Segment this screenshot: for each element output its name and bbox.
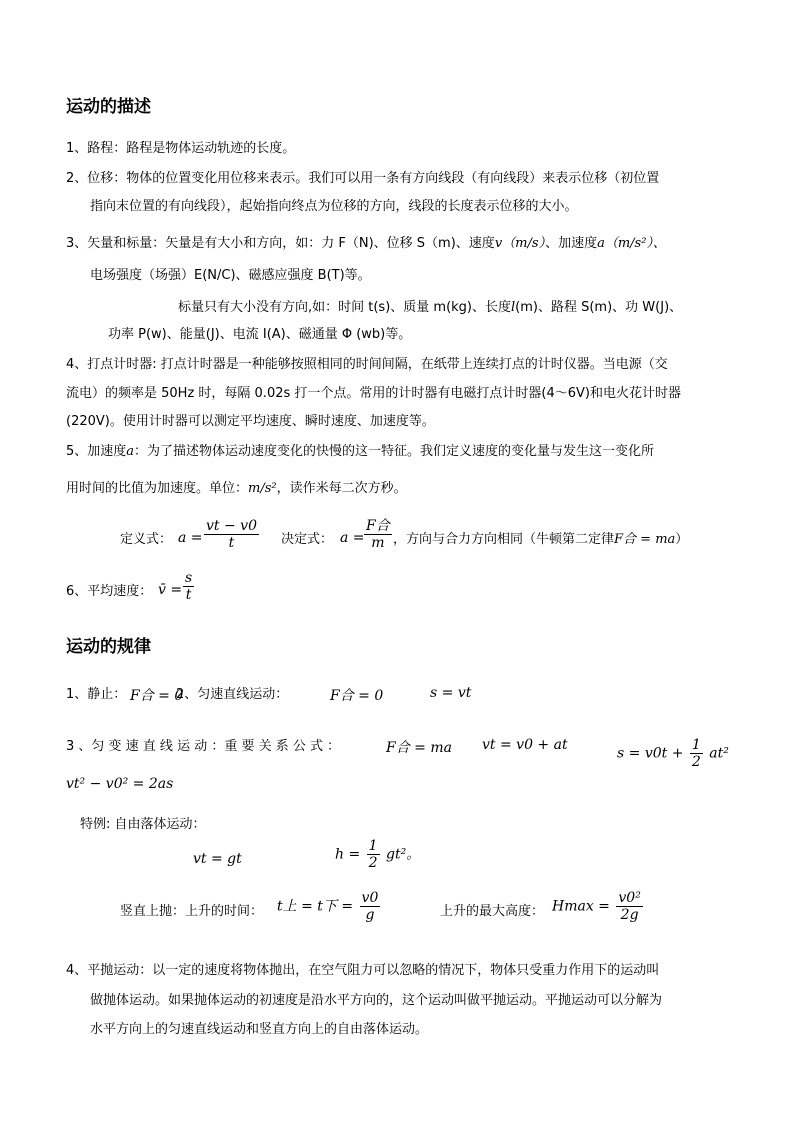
free-fall-height (335, 838, 420, 871)
section-title-laws: 运动的规律 (66, 637, 151, 657)
determination-denominator: m (371, 535, 385, 551)
acceleration-unit: （m/s²）、 (604, 236, 666, 251)
determination-fraction (364, 518, 392, 551)
paragraph-acceleration-line2 (66, 480, 407, 498)
determination-lhs: a = (340, 530, 365, 546)
projectile-line2: 做抛体运动。如果抛体运动的初速度是沿水平方向的，这个运动叫做平抛运动。平抛运动可以分解为 (90, 993, 663, 1008)
rise-time-formula (277, 890, 382, 923)
max-height-label: 上升的最大高度： (440, 904, 545, 919)
determination-note (393, 531, 688, 549)
rise-time-pre: t上 = t下 = (277, 898, 354, 915)
definition-numerator: vt − v0 (206, 518, 257, 534)
max-height-pre: Hmax = (552, 898, 610, 915)
acc-text-post: ：为了描述物体运动速度变化的快慢的这一特征。我们定义速度的变化量与发生这一变化所 (134, 444, 655, 459)
length-symbol: l (511, 300, 516, 315)
ff-height-num: 1 (368, 838, 378, 854)
ff-height-pre: h = (335, 846, 361, 863)
projectile-line3: 水平方向上的匀速直线运动和竖直方向上的自由落体运动。 (90, 1022, 429, 1037)
uam-dist-den: 2 (691, 754, 701, 770)
paragraph-timer-line2: 流电）的频率是 50Hz 时，每隔 0.02s 打一个点。常用的计时器有电磁打点计时器(4～6V)和电火花计时器 (66, 386, 681, 401)
acc-unit-pre: 用时间的比值为加速度。单位： (66, 481, 249, 496)
rise-time-den: g (365, 907, 375, 923)
ff-height-post: gt²。 (386, 846, 421, 863)
uniform-label: 2、匀速直线运动： (176, 687, 289, 702)
uam-formula-velocity-squared: vt² − v0² = 2as (66, 776, 174, 792)
velocity-unit: （m/s） (502, 236, 546, 251)
paragraph-vector-line1 (66, 235, 666, 253)
uam-formula-distance (617, 737, 729, 770)
rise-time-num: v0 (361, 890, 379, 906)
ff-height-den: 2 (368, 855, 378, 871)
definition-fraction (204, 518, 259, 551)
paragraph-timer-line1: 4、打点计时器: 打点计时器是一种能够按照相同的时间间隔，在纸带上连续打点的计时仪器。当电源（交 (66, 357, 668, 372)
uam-dist-pre: s = v0t + (617, 745, 684, 762)
uam-formula-velocity: vt = v0 + at (482, 737, 568, 753)
vector-text-mid: 、加速度 (545, 236, 598, 251)
acc-unit: m/s² (248, 481, 277, 496)
acc-text-pre: 5、加速度 (66, 444, 127, 459)
acc-symbol: a (126, 444, 135, 459)
newton-law: F合 = ma (614, 532, 676, 547)
max-height-num: v0² (618, 890, 641, 906)
newton-note: ，方向与合力方向相同（牛顿第二定律 (393, 532, 615, 547)
paragraph-scalar-line2: 功率 P(w)、能量(J)、电流 I(A)、磁通量 Φ (wb)等。 (108, 327, 412, 342)
vertical-throw-label: 竖直上抛：上升的时间： (120, 904, 264, 919)
max-height-formula (552, 890, 645, 923)
uniform-formula-force: F合 = 0 (330, 688, 384, 704)
average-velocity-fraction (183, 570, 194, 603)
avg-denominator: t (185, 587, 192, 603)
paragraph-acceleration-line1 (66, 443, 654, 461)
max-height-den: 2g (620, 907, 639, 923)
scalar-text-pre: 标量只有大小没有方向,如：时间 t(s)、质量 m(kg)、长度 (178, 300, 511, 315)
uam-formula-force: F合 = ma (386, 740, 452, 756)
determination-numerator: F合 (366, 518, 390, 534)
vector-text-pre: 3、矢量和标量：矢量是有大小和方向，如：力 F（N)、位移 S（m)、速度 (66, 236, 495, 251)
uniform-formula-distance: s = vt (430, 685, 472, 701)
static-formula: F合 = 0 (130, 688, 184, 704)
paragraph-distance: 1、路程：路程是物体运动轨迹的长度。 (66, 141, 296, 156)
avg-numerator: s (185, 570, 193, 586)
average-velocity-label: 6、平均速度： (66, 584, 153, 599)
uniformly-accelerated-label: 3 、匀 变 速 直 线 运 动 ：重 要 关 系 公 式 ： (66, 739, 341, 754)
free-fall-label: 特例: 自由落体运动： (80, 817, 206, 832)
definition-lhs: a = (178, 530, 203, 546)
definition-denominator: t (228, 535, 235, 551)
uam-dist-post: at² (709, 745, 729, 762)
average-velocity-lhs: v̄ = (158, 582, 183, 598)
static-label: 1、静止： (66, 687, 127, 702)
projectile-line1: 4、平抛运动：以一定的速度将物体抛出，在空气阻力可以忽略的情况下，物体只受重力作用下的运动叫 (66, 963, 660, 978)
scalar-text-post: (m)、路程 S(m)、功 W(J)、 (515, 300, 683, 315)
paragraph-displacement-line1: 2、位移：物体的位置变化用位移来表示。我们可以用一条有方向线段（有向线段）来表示位移（初位置 (66, 171, 660, 186)
determination-label: 决定式： (281, 532, 334, 547)
paragraph-vector-line2: 电场强度（场强）E(N/C)、磁感应强度 B(T)等。 (90, 268, 371, 283)
section-title-description: 运动的描述 (66, 97, 151, 117)
free-fall-velocity: vt = gt (193, 851, 242, 867)
acceleration-symbol: a (597, 236, 605, 251)
paragraph-displacement-line2: 指向末位置的有向线段），起始指向终点为位移的方向，线段的长度表示位移的大小。 (90, 199, 578, 214)
newton-close: ） (675, 532, 689, 547)
paragraph-scalar-line1 (178, 299, 682, 317)
acc-unit-post: ，读作米每二次方秒。 (276, 481, 407, 496)
paragraph-timer-line3: (220V)。使用计时器可以测定平均速度、瞬时速度、加速度等。 (66, 414, 435, 429)
velocity-symbol: v (494, 236, 503, 251)
uam-dist-num: 1 (691, 737, 701, 753)
definition-label: 定义式： (120, 532, 173, 547)
